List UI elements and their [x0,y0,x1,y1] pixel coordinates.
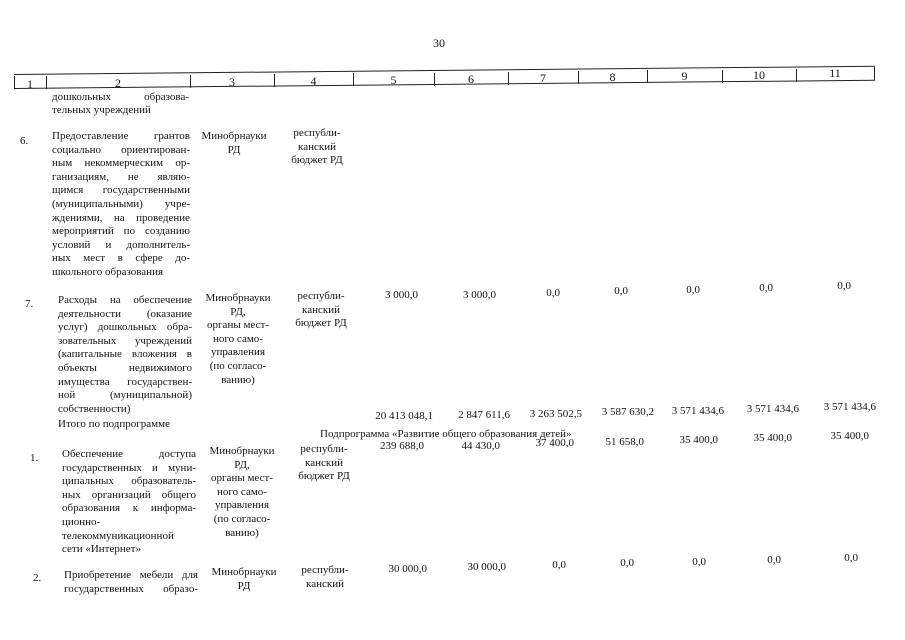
description-line: Обеспечение доступа [62,448,196,460]
value-cell: 30 000,0 [467,561,506,573]
value-cell: 37 400,0 [535,437,574,449]
row-source [286,564,364,591]
description-line: собственности) [58,402,131,415]
executor-line: Минобрнауки [201,130,267,142]
value-cell: 239 688,0 [380,440,424,452]
row-executor [200,445,284,540]
subtotal-value: 3 263 502,5 [529,408,582,420]
executor-line: РД, [230,305,246,318]
value-cell: 0,0 [837,280,851,292]
subtotal-value: 3 571 434,6 [746,403,799,415]
source-line: республи- [297,290,345,302]
row-description [62,448,196,557]
row-description [58,294,192,416]
col-number: 1 [27,77,33,91]
value-cell: 35 400,0 [679,434,718,446]
row-number: 7. [25,298,34,310]
executor-line: управления [214,499,270,512]
value-cell: 35 400,0 [830,430,869,442]
description-line: щимся государственными [52,184,190,197]
page-number: 30 [433,36,445,50]
executor-line: (по согласо- [209,359,267,372]
description-line: услуг) дошкольных обра- [58,321,192,334]
description-line: государственных образо- [64,582,198,595]
description-line: объекты недвижимого [58,361,192,374]
row-source [278,127,356,168]
description-line: образования к информа- [62,502,196,515]
value-cell: 3 000,0 [463,289,496,301]
table-header-row [0,0,905,100]
subprogram-title: Подпрограмма «Развитие общего образования детей» [320,428,572,440]
description-line: Предоставление грантов [52,130,190,142]
description-line: сети «Интернет» [62,543,141,556]
carry-over-line: тельных учреждений [52,104,151,116]
row-number: 6. [20,135,29,147]
source-line: бюджет РД [295,317,347,330]
executor-line: органы мест- [207,319,269,332]
description-line: школьного образования [52,265,164,278]
executor-line: Минобрнауки [209,445,275,457]
description-line: условий и дополнитель- [52,238,190,251]
source-line: республи- [300,443,348,455]
description-line: ным некоммерческим ор- [52,157,190,170]
executor-line: (по согласо- [213,512,271,525]
source-line: республи- [301,564,349,576]
value-cell: 51 658,0 [605,436,644,448]
executor-line: РД, [234,458,250,471]
description-line: социально ориентирован- [52,143,190,156]
description-line: имущества государствен- [58,375,192,388]
col-number: 8 [609,70,616,84]
executor-line: органы мест- [211,472,273,485]
row-executor [202,566,286,593]
description-line: ганизациям, не являю- [52,170,190,183]
value-cell: 0,0 [620,557,634,569]
value-cell: 35 400,0 [753,432,792,444]
description-line: (капитальные вложения в [58,348,192,361]
subtotal-label: Итого по подпрограмме [58,418,170,430]
col-number: 7 [540,71,546,85]
source-line: бюджет РД [298,470,350,483]
executor-line: ного само- [217,485,267,498]
executor-line: Минобрнауки [205,292,271,304]
source-line: канский [306,577,344,590]
executor-line: РД [227,143,241,156]
description-line: деятельности (оказание [58,307,192,320]
carry-over-line: дошкольных образова- [52,91,189,103]
description-line: ционно- [62,515,101,528]
col-divider [874,67,875,80]
description-line: зовательных учреждений [58,334,192,347]
subtotal-value: 20 413 048,1 [375,410,433,422]
row-number: 1. [30,452,39,464]
executor-line: управления [210,346,266,359]
row-executor [192,130,276,157]
description-line: телекоммуникационной [62,529,174,542]
description-line: ных мест в сфере до- [52,252,190,265]
description-line: мероприятий по созданию [52,225,190,238]
description-line: Приобретение мебели для [64,569,198,581]
value-cell: 0,0 [767,554,781,566]
source-line: канский [302,303,340,316]
row-description [52,130,190,280]
value-cell: 0,0 [614,285,628,297]
row-description [64,569,198,596]
subtotal-value: 3 587 630,2 [601,406,654,418]
value-cell: 0,0 [844,552,858,564]
executor-line: РД [237,579,251,592]
value-cell: 0,0 [546,287,560,299]
value-cell: 0,0 [552,559,566,571]
value-cell: 0,0 [759,282,773,294]
executor-line: ванию) [225,526,259,539]
value-cell: 30 000,0 [388,563,427,575]
description-line: ной (муниципальной) [58,389,192,402]
col-number: 3 [229,75,235,89]
executor-line: Минобрнауки [211,566,277,578]
source-line: республи- [293,127,341,139]
executor-line: ного само- [213,332,263,345]
value-cell: 0,0 [686,284,700,296]
source-line: канский [298,140,336,153]
description-line: ципальных образователь- [62,475,196,488]
col-number: 5 [390,73,397,87]
subtotal-value: 2 847 611,6 [458,409,510,421]
value-cell: 0,0 [692,556,706,568]
value-cell: 44 430,0 [461,440,500,452]
description-line: ждениями, на проведение [52,211,190,224]
subtotal-value: 3 571 434,6 [823,401,876,413]
description-line: государственных и муни- [62,461,196,474]
subtotal-value: 3 571 434,6 [671,405,724,417]
source-line: бюджет РД [291,154,343,167]
description-line: ных организаций общего [62,488,196,501]
col-number: 9 [681,69,688,83]
description-line: Расходы на обеспечение [58,294,192,306]
row-source [282,290,360,331]
source-line: канский [305,456,343,469]
col-number: 2 [115,76,121,90]
executor-line: ванию) [221,373,255,386]
col-number: 6 [468,72,474,86]
col-number: 4 [310,74,317,88]
col-number: 11 [829,66,841,80]
row-executor [196,292,280,387]
value-cell: 3 000,0 [385,289,418,301]
col-number: 10 [753,68,765,82]
description-line: (муниципальными) учре- [52,197,190,210]
row-number: 2. [33,572,42,584]
